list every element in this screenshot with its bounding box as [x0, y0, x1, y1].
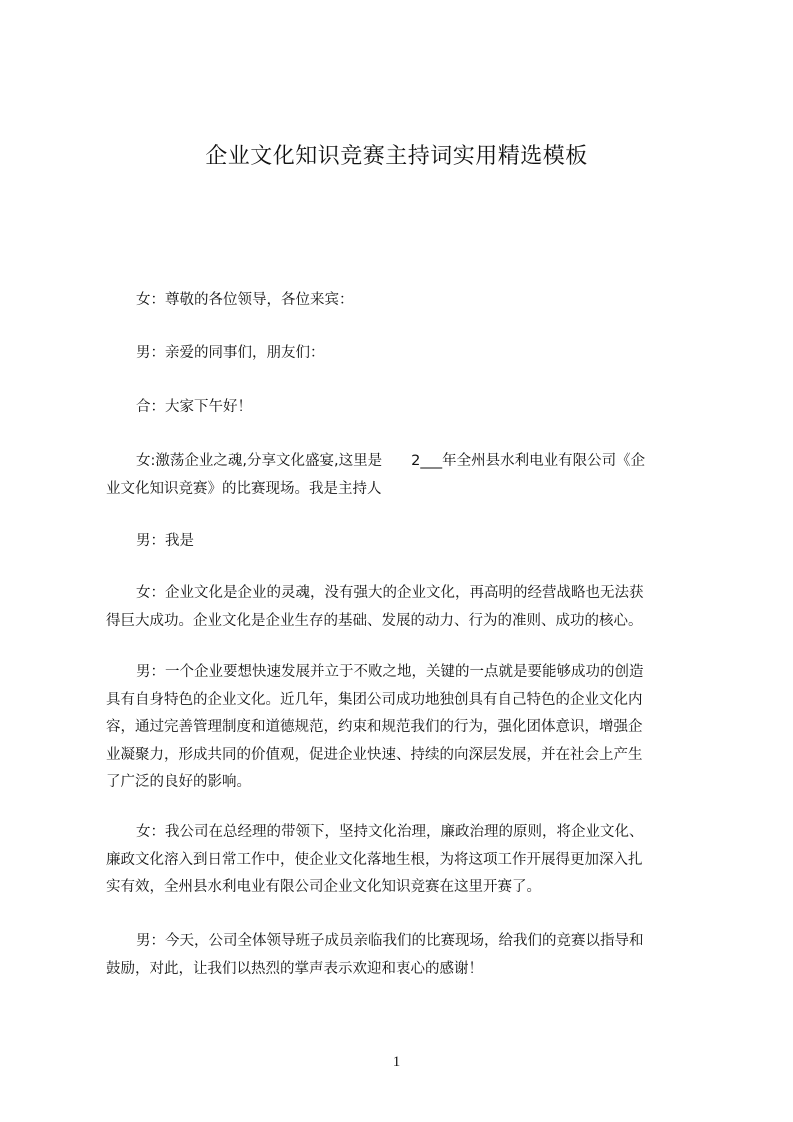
paragraph-line: 实有效，全州县水利电业有限公司企业文化知识竞赛在这里开赛了。	[106, 879, 541, 895]
paragraph-line: 业凝聚力，形成共同的价值观，促进企业快速、持续的向深层发展，并在社会上产生	[106, 746, 643, 763]
paragraph-line: 男：今天，公司全体领导班子成员亲临我们的比赛现场，给我们的竞赛以指导和	[136, 933, 644, 949]
paragraph-line: 男：我是	[136, 533, 194, 549]
paragraph-line: 鼓励，对此，让我们以热烈的掌声表示欢迎和衷心的感谢！	[106, 960, 483, 977]
paragraph-line: 廉政文化溶入到日常工作中，使企业文化落地生根，为将这项工作开展得更加深入扎	[106, 851, 643, 868]
page-number: 1	[392, 1054, 401, 1070]
page-title: 企业文化知识竞赛主持词实用精选模板	[205, 144, 588, 169]
paragraph-line: 了广泛的良好的影响。	[106, 774, 251, 790]
paragraph-line: 女:激荡企业之魂,分享文化盛宴,这里是 2___年全州县水利电业有限公司《企	[136, 453, 646, 469]
paragraph-line: 男：亲爱的同事们，朋友们：	[136, 345, 325, 361]
paragraph-line: 业文化知识竞赛》的比赛现场。我是主持人	[106, 480, 382, 497]
paragraph-line: 女：我公司在总经理的带领下，坚持文化治理，廉政治理的原则，将企业文化、	[136, 824, 644, 840]
paragraph-opening-female	[106, 448, 702, 503]
paragraph-host-male	[106, 528, 702, 556]
paragraph-line: 男：一个企业要想快速发展并立于不败之地，关键的一点就是要能够成功的创造	[136, 664, 644, 680]
paragraph-management	[106, 819, 702, 902]
paragraph-line: 得巨大成功。企业文化是企业生存的基础、发展的动力、行为的准则、成功的核心。	[106, 612, 643, 629]
paragraph-culture-soul	[106, 580, 702, 635]
paragraph-line: 合：大家下午好！	[136, 399, 252, 415]
paragraph-line: 具有自身特色的企业文化。近几年，集团公司成功地独创具有自己特色的企业文化内	[106, 691, 643, 708]
paragraph-leadership	[106, 928, 702, 983]
paragraph-line: 容，通过完善管理制度和道德规范，约束和规范我们的行为，强化团体意识，增强企	[106, 719, 643, 735]
paragraph-greeting-female	[106, 287, 702, 315]
paragraph-line: 女：尊敬的各位领导，各位来宾：	[136, 292, 354, 308]
paragraph-greeting-together	[106, 394, 702, 422]
paragraph-line: 女：企业文化是企业的灵魂，没有强大的企业文化，再高明的经营战略也无法获	[136, 585, 644, 601]
paragraph-culture-development	[106, 659, 702, 797]
paragraph-greeting-male	[106, 340, 702, 368]
